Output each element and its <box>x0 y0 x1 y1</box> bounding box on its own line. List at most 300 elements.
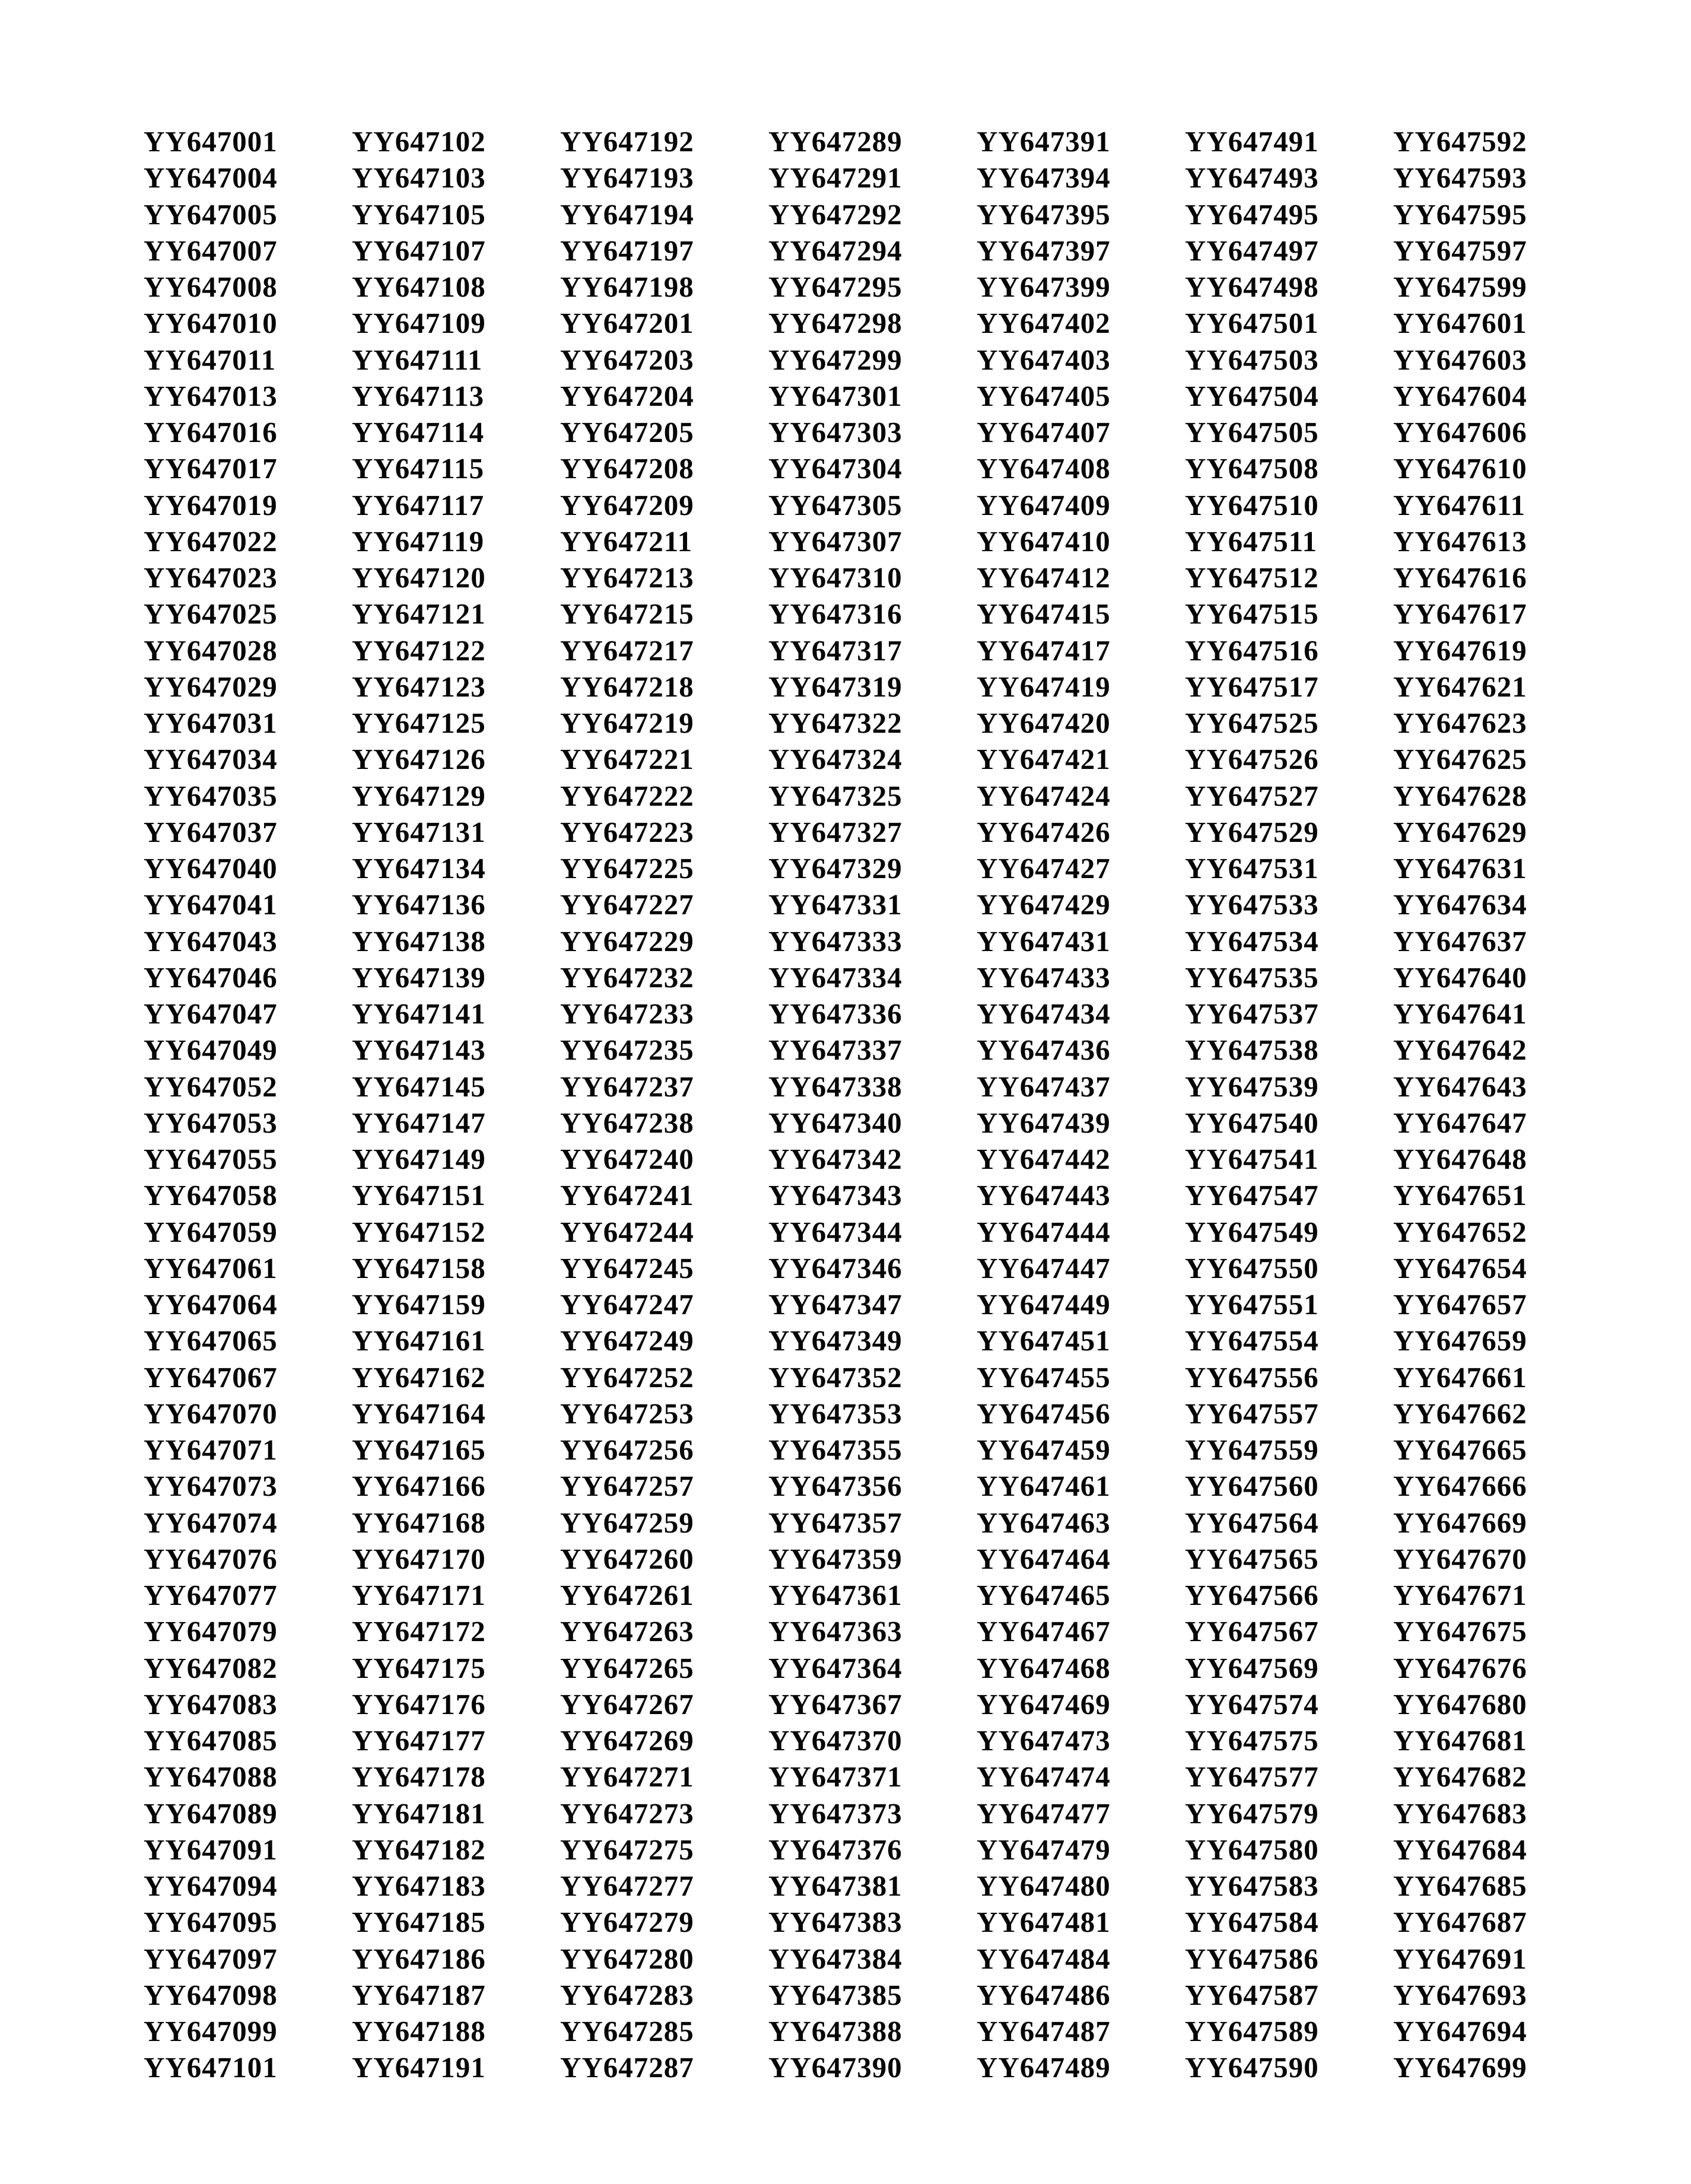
code-cell: YY647473 <box>977 1724 1111 1757</box>
code-cell: YY647486 <box>977 1978 1111 2011</box>
code-cell: YY647699 <box>1393 2051 1527 2084</box>
code-cell: YY647669 <box>1393 1506 1527 1539</box>
code-cell: YY647088 <box>144 1760 278 1794</box>
code-cell: YY647053 <box>144 1106 278 1139</box>
code-cell: YY647034 <box>144 743 278 776</box>
code-cell: YY647249 <box>560 1324 694 1358</box>
code-cell: YY647263 <box>560 1615 694 1648</box>
code-cell: YY647233 <box>560 997 694 1030</box>
code-cell: YY647161 <box>352 1324 486 1358</box>
code-cell: YY647337 <box>768 1034 902 1067</box>
code-cell: YY647285 <box>560 2015 694 2048</box>
code-cell: YY647162 <box>352 1360 486 1394</box>
code-cell: YY647279 <box>560 1906 694 1939</box>
code-cell: YY647610 <box>1393 452 1527 485</box>
code-cell: YY647201 <box>560 307 694 340</box>
code-cell: YY647481 <box>977 1906 1111 1939</box>
code-cell: YY647237 <box>560 1070 694 1103</box>
code-cell: YY647225 <box>560 852 694 885</box>
code-cell: YY647569 <box>1185 1651 1319 1684</box>
code-cell: YY647385 <box>768 1978 902 2011</box>
code-column <box>352 123 560 2086</box>
code-cell: YY647291 <box>768 161 902 195</box>
code-cell: YY647235 <box>560 1034 694 1067</box>
code-cell: YY647652 <box>1393 1215 1527 1248</box>
code-cell: YY647579 <box>1185 1797 1319 1830</box>
code-cell: YY647373 <box>768 1797 902 1830</box>
code-cell: YY647343 <box>768 1179 902 1212</box>
code-cell: YY647367 <box>768 1687 902 1721</box>
code-cell: YY647611 <box>1393 488 1526 522</box>
code-cell: YY647659 <box>1393 1324 1527 1358</box>
code-cell: YY647586 <box>1185 1942 1319 1975</box>
code-cell: YY647565 <box>1185 1542 1319 1575</box>
code-cell: YY647076 <box>144 1542 278 1575</box>
code-cell: YY647417 <box>977 634 1111 667</box>
code-cell: YY647549 <box>1185 1215 1319 1248</box>
code-cell: YY647535 <box>1185 961 1319 994</box>
code-cell: YY647527 <box>1185 779 1319 812</box>
code-cell: YY647405 <box>977 379 1111 412</box>
code-cell: YY647421 <box>977 743 1111 776</box>
code-cell: YY647355 <box>768 1433 902 1466</box>
code-cell: YY647125 <box>352 707 486 739</box>
code-cell: YY647493 <box>1185 161 1319 195</box>
code-cell: YY647680 <box>1393 1687 1527 1721</box>
code-cell: YY647277 <box>560 1870 694 1902</box>
code-cell: YY647357 <box>768 1506 902 1539</box>
code-cell: YY647208 <box>560 452 694 485</box>
code-cell: YY647205 <box>560 416 694 449</box>
code-cell: YY647247 <box>560 1288 694 1321</box>
code-cell: YY647415 <box>977 597 1111 631</box>
code-cell: YY647238 <box>560 1106 694 1139</box>
code-cell: YY647107 <box>352 234 486 267</box>
code-cell: YY647177 <box>352 1724 486 1757</box>
code-cell: YY647407 <box>977 416 1111 449</box>
code-cell: YY647052 <box>144 1070 278 1103</box>
code-cell: YY647683 <box>1393 1797 1527 1830</box>
code-cell: YY647691 <box>1393 1942 1527 1975</box>
code-cell: YY647138 <box>352 924 486 958</box>
code-cell: YY647447 <box>977 1251 1111 1285</box>
code-cell: YY647484 <box>977 1942 1111 1975</box>
code-cell: YY647331 <box>768 888 902 921</box>
code-cell: YY647352 <box>768 1360 902 1394</box>
code-cell: YY647550 <box>1185 1251 1319 1285</box>
code-cell: YY647444 <box>977 1215 1111 1248</box>
code-cell: YY647055 <box>144 1143 278 1175</box>
code-cell: YY647353 <box>768 1397 902 1430</box>
code-cell: YY647559 <box>1185 1433 1319 1466</box>
code-cell: YY647395 <box>977 198 1111 231</box>
code-cell: YY647344 <box>768 1215 902 1248</box>
code-cell: YY647191 <box>352 2051 486 2084</box>
code-cell: YY647403 <box>977 343 1111 376</box>
code-cell: YY647182 <box>352 1833 486 1866</box>
code-cell: YY647682 <box>1393 1760 1527 1794</box>
code-cell: YY647215 <box>560 597 694 631</box>
code-cell: YY647376 <box>768 1833 902 1866</box>
code-cell: YY647165 <box>352 1433 486 1466</box>
code-cell: YY647529 <box>1185 815 1319 848</box>
code-cell: YY647631 <box>1393 852 1527 885</box>
code-cell: YY647166 <box>352 1470 486 1503</box>
code-cell: YY647517 <box>1185 670 1319 703</box>
code-cell: YY647267 <box>560 1687 694 1721</box>
code-cell: YY647359 <box>768 1542 902 1575</box>
code-cell: YY647082 <box>144 1651 278 1684</box>
code-cell: YY647621 <box>1393 670 1527 703</box>
code-cell: YY647433 <box>977 961 1111 994</box>
code-cell: YY647017 <box>144 452 278 485</box>
code-cell: YY647557 <box>1185 1397 1319 1430</box>
code-cell: YY647113 <box>352 379 485 412</box>
code-cell: YY647260 <box>560 1542 694 1575</box>
code-cell: YY647510 <box>1185 488 1319 522</box>
code-cell: YY647468 <box>977 1651 1111 1684</box>
code-cell: YY647363 <box>768 1615 902 1648</box>
code-cell: YY647131 <box>352 815 486 848</box>
code-cell: YY647194 <box>560 198 694 231</box>
code-cell: YY647512 <box>1185 561 1319 594</box>
code-cell: YY647029 <box>144 670 278 703</box>
code-cell: YY647301 <box>768 379 902 412</box>
code-cell: YY647451 <box>977 1324 1111 1358</box>
code-cell: YY647383 <box>768 1906 902 1939</box>
code-cell: YY647613 <box>1393 524 1527 558</box>
code-cell: YY647443 <box>977 1179 1111 1212</box>
code-cell: YY647537 <box>1185 997 1319 1030</box>
code-cell: YY647531 <box>1185 852 1319 885</box>
code-cell: YY647623 <box>1393 707 1527 739</box>
code-cell: YY647604 <box>1393 379 1527 412</box>
code-cell: YY647489 <box>977 2051 1111 2084</box>
code-cell: YY647091 <box>144 1833 278 1866</box>
code-cell: YY647105 <box>352 198 486 231</box>
code-cell: YY647149 <box>352 1143 486 1175</box>
code-cell: YY647241 <box>560 1179 694 1212</box>
code-cell: YY647693 <box>1393 1978 1527 2011</box>
code-cell: YY647245 <box>560 1251 694 1285</box>
code-cell: YY647580 <box>1185 1833 1319 1866</box>
code-cell: YY647257 <box>560 1470 694 1503</box>
code-cell: YY647275 <box>560 1833 694 1866</box>
code-cell: YY647187 <box>352 1978 486 2011</box>
code-cell: YY647294 <box>768 234 902 267</box>
code-cell: YY647455 <box>977 1360 1111 1394</box>
code-cell: YY647171 <box>352 1579 486 1611</box>
code-cell: YY647587 <box>1185 1978 1319 2011</box>
code-cell: YY647342 <box>768 1143 902 1175</box>
code-cell: YY647126 <box>352 743 486 776</box>
code-cell: YY647073 <box>144 1470 278 1503</box>
code-cell: YY647041 <box>144 888 278 921</box>
code-cell: YY647025 <box>144 597 278 631</box>
code-cell: YY647129 <box>352 779 486 812</box>
code-cell: YY647134 <box>352 852 486 885</box>
code-cell: YY647625 <box>1393 743 1527 776</box>
code-column <box>977 123 1185 2086</box>
code-cell: YY647192 <box>560 125 694 158</box>
code-cell: YY647005 <box>144 198 278 231</box>
code-cell: YY647101 <box>144 2051 278 2084</box>
code-cell: YY647083 <box>144 1687 278 1721</box>
code-cell: YY647079 <box>144 1615 278 1648</box>
code-cell: YY647175 <box>352 1651 486 1684</box>
code-cell: YY647439 <box>977 1106 1111 1139</box>
code-cell: YY647178 <box>352 1760 486 1794</box>
code-cell: YY647584 <box>1185 1906 1319 1939</box>
code-cell: YY647480 <box>977 1870 1111 1902</box>
code-cell: YY647606 <box>1393 416 1527 449</box>
code-cell: YY647574 <box>1185 1687 1319 1721</box>
code-cell: YY647317 <box>768 634 902 667</box>
code-cell: YY647412 <box>977 561 1111 594</box>
code-cell: YY647657 <box>1393 1288 1527 1321</box>
code-cell: YY647172 <box>352 1615 486 1648</box>
code-cell: YY647390 <box>768 2051 902 2084</box>
code-cell: YY647089 <box>144 1797 278 1830</box>
code-cell: YY647298 <box>768 307 902 340</box>
code-cell: YY647503 <box>1185 343 1319 376</box>
code-cell: YY647114 <box>352 416 485 449</box>
code-cell: YY647583 <box>1185 1870 1319 1902</box>
code-cell: YY647434 <box>977 997 1111 1030</box>
code-column <box>768 123 977 2086</box>
code-cell: YY647109 <box>352 307 486 340</box>
code-cell: YY647218 <box>560 670 694 703</box>
code-cell: YY647022 <box>144 524 278 558</box>
code-cell: YY647123 <box>352 670 486 703</box>
code-cell: YY647035 <box>144 779 278 812</box>
code-cell: YY647304 <box>768 452 902 485</box>
code-cell: YY647122 <box>352 634 486 667</box>
code-cell: YY647115 <box>352 452 485 485</box>
code-cell: YY647151 <box>352 1179 486 1212</box>
code-cell: YY647424 <box>977 779 1111 812</box>
code-cell: YY647010 <box>144 307 278 340</box>
code-cell: YY647325 <box>768 779 902 812</box>
code-cell: YY647292 <box>768 198 902 231</box>
code-cell: YY647501 <box>1185 307 1319 340</box>
code-column <box>1393 123 1601 2086</box>
code-cell: YY647419 <box>977 670 1111 703</box>
code-column <box>560 123 768 2086</box>
code-cell: YY647590 <box>1185 2051 1319 2084</box>
code-cell: YY647391 <box>977 125 1111 158</box>
code-cell: YY647643 <box>1393 1070 1527 1103</box>
code-cell: YY647479 <box>977 1833 1111 1866</box>
code-cell: YY647007 <box>144 234 278 267</box>
code-cell: YY647299 <box>768 343 902 376</box>
code-cell: YY647158 <box>352 1251 486 1285</box>
code-cell: YY647662 <box>1393 1397 1527 1430</box>
code-cell: YY647560 <box>1185 1470 1319 1503</box>
code-cell: YY647437 <box>977 1070 1111 1103</box>
code-cell: YY647316 <box>768 597 902 631</box>
code-cell: YY647651 <box>1393 1179 1527 1212</box>
code-cell: YY647467 <box>977 1615 1111 1648</box>
code-cell: YY647426 <box>977 815 1111 848</box>
code-cell: YY647013 <box>144 379 278 412</box>
code-cell: YY647539 <box>1185 1070 1319 1103</box>
code-cell: YY647188 <box>352 2015 486 2048</box>
code-cell: YY647181 <box>352 1797 486 1830</box>
code-cell: YY647059 <box>144 1215 278 1248</box>
code-cell: YY647603 <box>1393 343 1527 376</box>
code-cell: YY647204 <box>560 379 694 412</box>
code-cell: YY647295 <box>768 271 902 303</box>
code-cell: YY647232 <box>560 961 694 994</box>
code-cell: YY647397 <box>977 234 1111 267</box>
code-cell: YY647043 <box>144 924 278 958</box>
code-cell: YY647661 <box>1393 1360 1527 1394</box>
code-cell: YY647047 <box>144 997 278 1030</box>
code-cell: YY647111 <box>352 343 483 376</box>
code-cell: YY647011 <box>144 343 276 376</box>
code-cell: YY647333 <box>768 924 902 958</box>
code-cell: YY647641 <box>1393 997 1527 1030</box>
code-cell: YY647685 <box>1393 1870 1527 1902</box>
code-cell: YY647399 <box>977 271 1111 303</box>
code-cell: YY647640 <box>1393 961 1527 994</box>
code-cell: YY647394 <box>977 161 1111 195</box>
code-cell: YY647136 <box>352 888 486 921</box>
code-cell: YY647028 <box>144 634 278 667</box>
code-cell: YY647340 <box>768 1106 902 1139</box>
code-cell: YY647665 <box>1393 1433 1527 1466</box>
code-cell: YY647077 <box>144 1579 278 1611</box>
code-cell: YY647338 <box>768 1070 902 1103</box>
code-cell: YY647197 <box>560 234 694 267</box>
code-cell: YY647554 <box>1185 1324 1319 1358</box>
code-cell: YY647099 <box>144 2015 278 2048</box>
code-cell: YY647671 <box>1393 1579 1527 1611</box>
code-cell: YY647219 <box>560 707 694 739</box>
code-cell: YY647147 <box>352 1106 486 1139</box>
code-cell: YY647334 <box>768 961 902 994</box>
code-cell: YY647408 <box>977 452 1111 485</box>
code-cell: YY647074 <box>144 1506 278 1539</box>
code-cell: YY647259 <box>560 1506 694 1539</box>
code-cell: YY647152 <box>352 1215 486 1248</box>
code-cell: YY647322 <box>768 707 902 739</box>
code-cell: YY647556 <box>1185 1360 1319 1394</box>
code-cell: YY647648 <box>1393 1143 1527 1175</box>
code-cell: YY647046 <box>144 961 278 994</box>
code-cell: YY647222 <box>560 779 694 812</box>
code-cell: YY647120 <box>352 561 486 594</box>
code-cell: YY647459 <box>977 1433 1111 1466</box>
code-cell: YY647384 <box>768 1942 902 1975</box>
code-cell: YY647402 <box>977 307 1111 340</box>
code-cell: YY647240 <box>560 1143 694 1175</box>
code-cell: YY647681 <box>1393 1724 1527 1757</box>
code-cell: YY647223 <box>560 815 694 848</box>
code-cell: YY647505 <box>1185 416 1319 449</box>
code-cell: YY647273 <box>560 1797 694 1830</box>
code-cell: YY647119 <box>352 524 485 558</box>
code-cell: YY647221 <box>560 743 694 776</box>
code-cell: YY647229 <box>560 924 694 958</box>
code-cell: YY647329 <box>768 852 902 885</box>
code-cell: YY647159 <box>352 1288 486 1321</box>
code-cell: YY647589 <box>1185 2015 1319 2048</box>
code-cell: YY647495 <box>1185 198 1319 231</box>
code-cell: YY647551 <box>1185 1288 1319 1321</box>
code-cell: YY647477 <box>977 1797 1111 1830</box>
code-cell: YY647324 <box>768 743 902 776</box>
code-cell: YY647356 <box>768 1470 902 1503</box>
code-cell: YY647168 <box>352 1506 486 1539</box>
code-cell: YY647065 <box>144 1324 278 1358</box>
code-cell: YY647525 <box>1185 707 1319 739</box>
code-cell: YY647102 <box>352 125 486 158</box>
code-cell: YY647256 <box>560 1433 694 1466</box>
code-column <box>1185 123 1393 2086</box>
code-cell: YY647409 <box>977 488 1111 522</box>
code-list <box>144 123 1601 2086</box>
code-cell: YY647547 <box>1185 1179 1319 1212</box>
code-cell: YY647654 <box>1393 1251 1527 1285</box>
code-cell: YY647516 <box>1185 634 1319 667</box>
code-cell: YY647227 <box>560 888 694 921</box>
code-cell: YY647436 <box>977 1034 1111 1067</box>
code-cell: YY647289 <box>768 125 902 158</box>
code-cell: YY647629 <box>1393 815 1527 848</box>
code-cell: YY647464 <box>977 1542 1111 1575</box>
code-cell: YY647287 <box>560 2051 694 2084</box>
code-cell: YY647463 <box>977 1506 1111 1539</box>
code-cell: YY647497 <box>1185 234 1319 267</box>
code-cell: YY647564 <box>1185 1506 1319 1539</box>
code-cell: YY647303 <box>768 416 902 449</box>
code-cell: YY647637 <box>1393 924 1527 958</box>
code-cell: YY647442 <box>977 1143 1111 1175</box>
code-cell: YY647031 <box>144 707 278 739</box>
code-cell: YY647121 <box>352 597 486 631</box>
code-cell: YY647597 <box>1393 234 1527 267</box>
code-cell: YY647449 <box>977 1288 1111 1321</box>
code-cell: YY647305 <box>768 488 902 522</box>
code-cell: YY647504 <box>1185 379 1319 412</box>
code-cell: YY647370 <box>768 1724 902 1757</box>
code-cell: YY647058 <box>144 1179 278 1212</box>
code-cell: YY647271 <box>560 1760 694 1794</box>
code-cell: YY647647 <box>1393 1106 1527 1139</box>
code-cell: YY647617 <box>1393 597 1527 631</box>
code-cell: YY647061 <box>144 1251 278 1285</box>
code-cell: YY647595 <box>1393 198 1527 231</box>
code-cell: YY647534 <box>1185 924 1319 958</box>
code-cell: YY647071 <box>144 1433 278 1466</box>
code-cell: YY647094 <box>144 1870 278 1902</box>
code-cell: YY647070 <box>144 1397 278 1430</box>
code-cell: YY647307 <box>768 524 902 558</box>
code-cell: YY647666 <box>1393 1470 1527 1503</box>
code-cell: YY647361 <box>768 1579 902 1611</box>
code-cell: YY647491 <box>1185 125 1319 158</box>
code-cell: YY647515 <box>1185 597 1319 631</box>
code-cell: YY647465 <box>977 1579 1111 1611</box>
code-cell: YY647067 <box>144 1360 278 1394</box>
code-cell: YY647023 <box>144 561 278 594</box>
code-cell: YY647676 <box>1393 1651 1527 1684</box>
code-cell: YY647170 <box>352 1542 486 1575</box>
code-cell: YY647209 <box>560 488 694 522</box>
code-cell: YY647095 <box>144 1906 278 1939</box>
